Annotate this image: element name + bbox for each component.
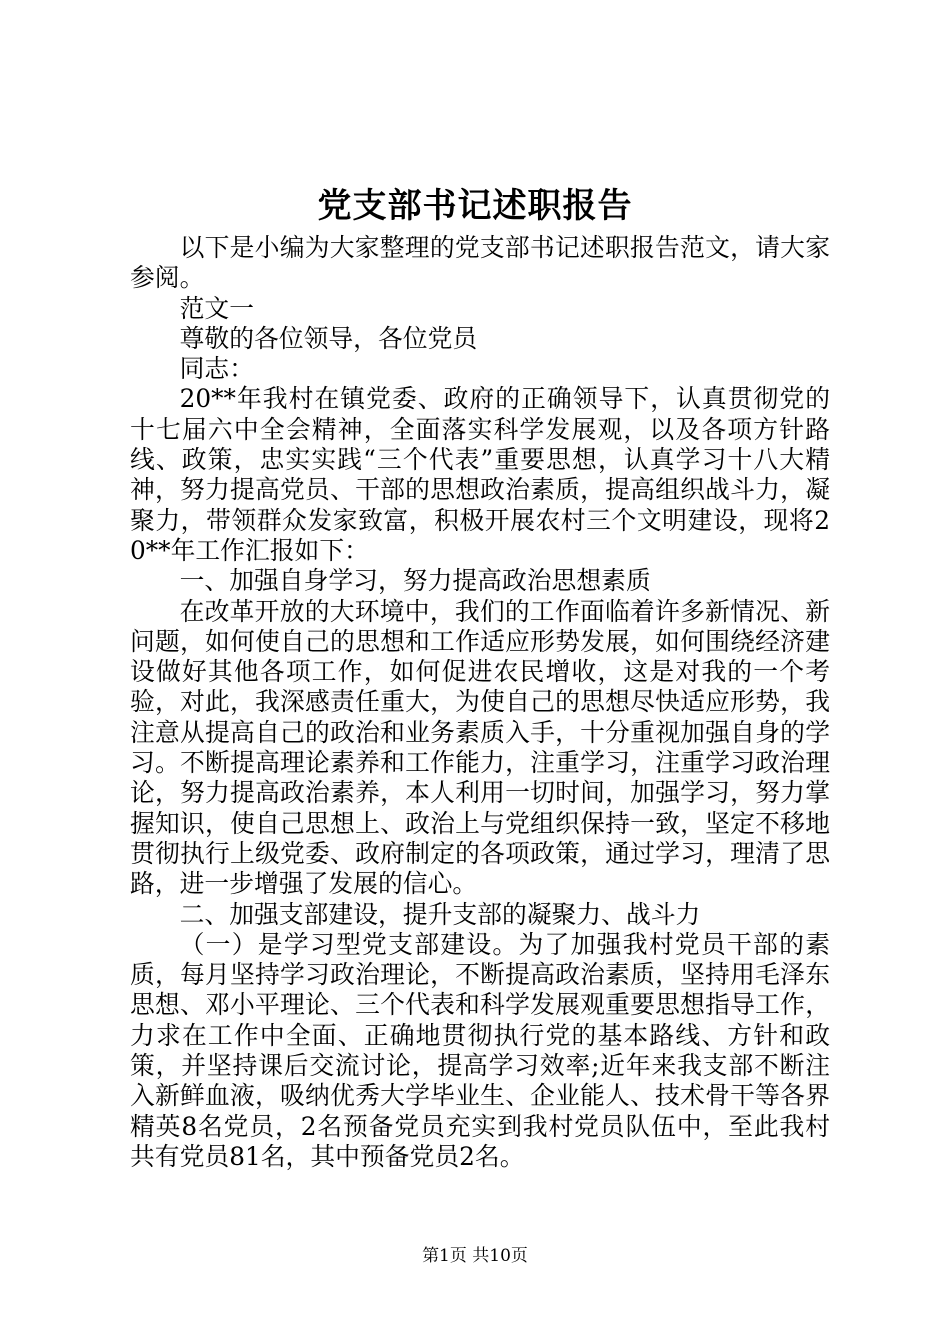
section-heading-2: 二、加强支部建设，提升支部的凝聚力、战斗力: [179, 899, 701, 929]
opening-paragraph: 20**年我村在镇党委、政府的正确领导下，认真贯彻党的十七届六中全会精神，全面落实科学发展观，以及各项方针路线、政策，忠实实践“三个代表”重要思想，认真学习十八大精神，努力提高党员、干部的思想政治素质，提高组织战斗力，凝聚力，带领群众发家致富，积极开展农村三个文明建设，现将20**年工作汇报如下：: [130, 384, 830, 565]
sample-heading: 范文一: [179, 293, 254, 323]
page-number-footer: 第1页 共10页: [422, 1246, 528, 1266]
salutation-line: 尊敬的各位领导，各位党员: [179, 323, 478, 353]
salutation-continuation: 同志：: [179, 354, 254, 384]
intro-paragraph: 以下是小编为大家整理的党支部书记述职报告范文，请大家参阅。: [130, 233, 830, 293]
section-2-paragraph: （一）是学习型党支部建设。为了加强我村党员干部的素质，每月坚持学习政治理论，不断提高政治素质，坚持用毛泽东思想、邓小平理论、三个代表和科学发展观重要思想指导工作，力求在工作中全面、正确地贯彻执行党的基本路线、方针和政策，并坚持课后交流讨论，提高学习效率;近年来我支部不断注入新鲜血液，吸纳优秀大学毕业生、企业能人、技术骨干等各界精英8名党员，2名预备党员充实到我村党员队伍中，至此我村共有党员81名，其中预备党员2名。: [130, 929, 830, 1171]
document-body: [130, 233, 830, 1172]
document-title: 党支部书记述职报告: [317, 186, 633, 226]
section-heading-1: 一、加强自身学习，努力提高政治思想素质: [179, 566, 651, 596]
section-1-paragraph: 在改革开放的大环境中，我们的工作面临着许多新情况、新问题，如何使自己的思想和工作适应形势发展，如何围绕经济建设做好其他各项工作，如何促进农民增收，这是对我的一个考验，对此，我深感责任重大，为使自己的思想尽快适应形势，我注意从提高自己的政治和业务素质入手，十分重视加强自身的学习。不断提高理论素养和工作能力，注重学习，注重学习政治理论，努力提高政治素养，本人利用一切时间，加强学习，努力掌握知识，使自己思想上、政治上与党组织保持一致，坚定不移地贯彻执行上级党委、政府制定的各项政策，通过学习，理清了思路，进一步增强了发展的信心。: [130, 596, 830, 899]
